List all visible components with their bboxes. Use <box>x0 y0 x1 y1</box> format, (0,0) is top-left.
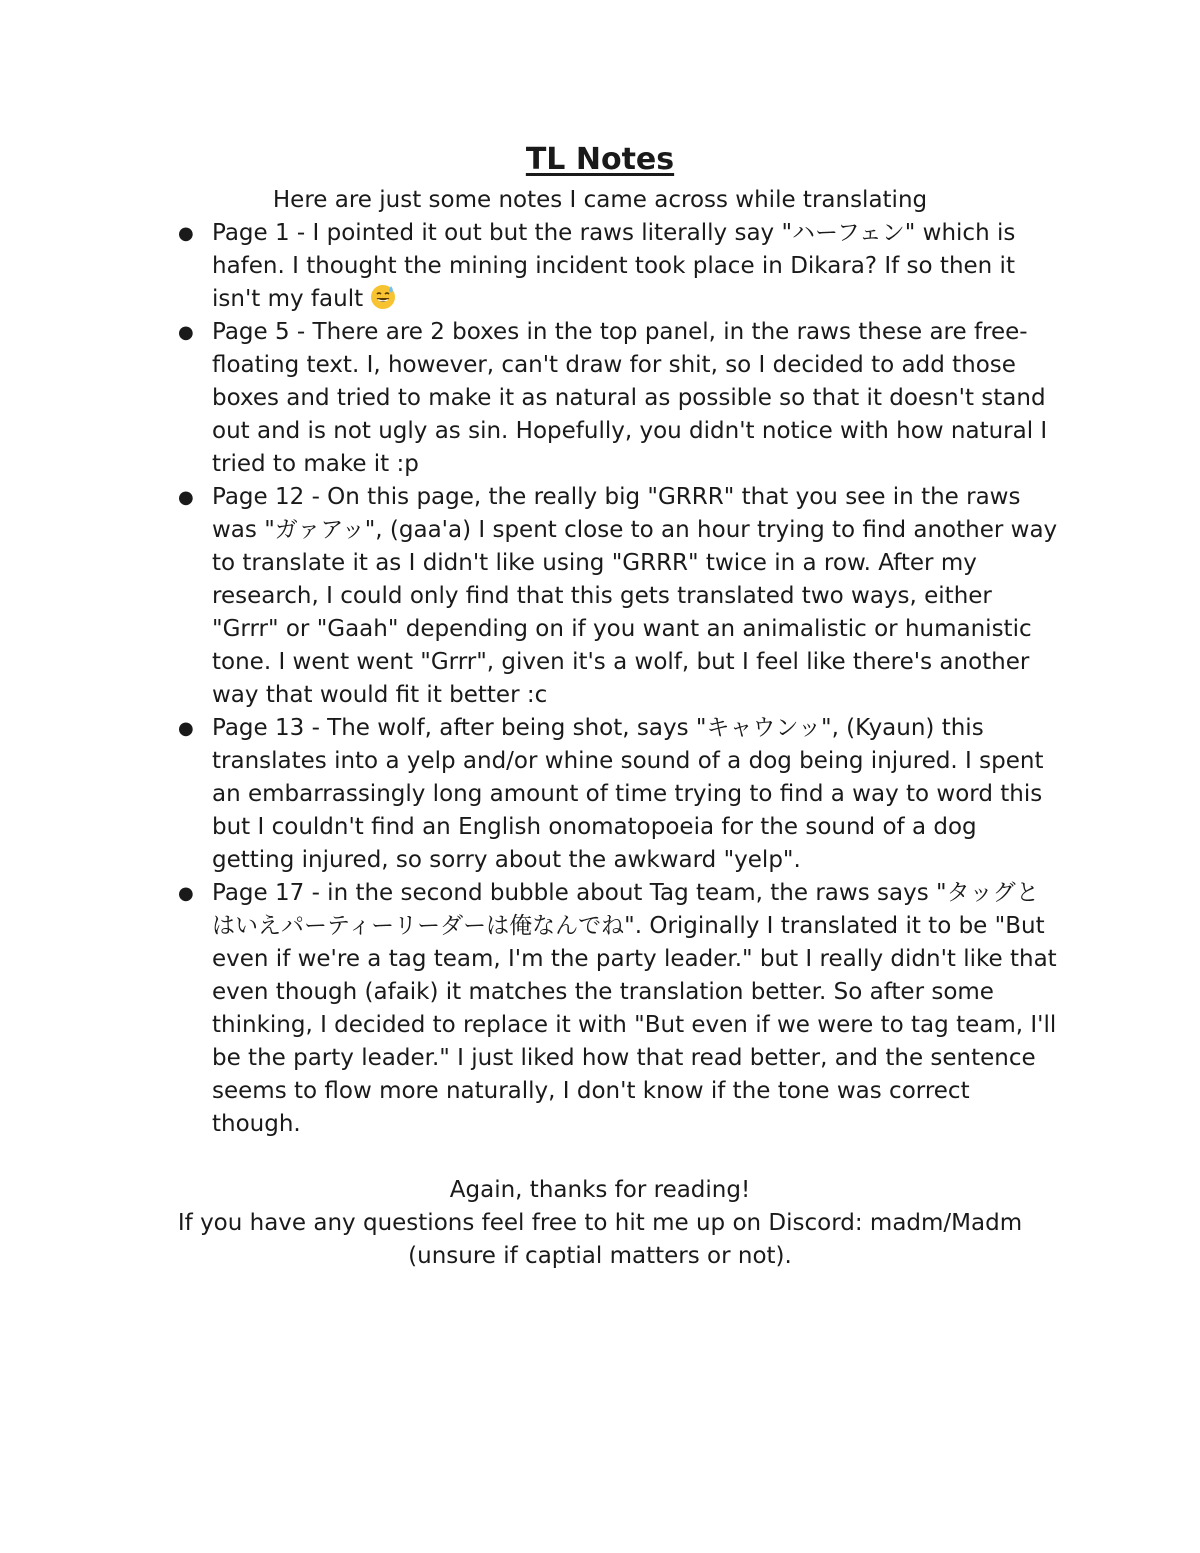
note-item-page-13 <box>172 712 1062 877</box>
note-text: Page 13 - The wolf, after being shot, says "キャウンッ", (Kyaun) this translates into a yelp and/or whine sound of a dog being injured. I spent an embarrassingly long amount of time trying to find a way to word this but I couldn't find an English onomatopoeia for the sound of a dog getting injured, so sorry about the awkward "yelp". <box>212 715 1044 873</box>
note-text: Page 5 - There are 2 boxes in the top panel, in the raws these are free-floating text. I, however, can't draw for shit, so I decided to add those boxes and tried to make it as natural as possible so that it doesn't stand out and is not ugly as sin. Hopefully, you didn't notice with how natural I tried to make it :p <box>212 319 1048 477</box>
bullet-icon: ● <box>178 718 194 739</box>
note-item-page-17 <box>172 877 1062 1141</box>
note-text: Page 12 - On this page, the really big "GRRR" that you see in the raws was "ガァアッ", (gaa'a) I spent close to an hour trying to find another way to translate it as I didn't like using "GRRR" twice in a row. After my research, I could only find that this gets translated two ways, either "Grrr" or "Gaah" depending on if you want an animalistic or humanistic tone. I went went "Grrr", given it's a wolf, but I feel like there's another way that would fit it better :c <box>212 484 1058 708</box>
bullet-icon: ● <box>178 487 194 508</box>
grinning-sweat-icon <box>370 284 396 310</box>
note-item-page-5 <box>172 316 1062 481</box>
bullet-icon: ● <box>178 322 194 343</box>
closing-message <box>0 1174 1200 1273</box>
closing-note: (unsure if captial matters or not). <box>408 1243 792 1269</box>
bullet-icon: ● <box>178 223 194 244</box>
note-text: Page 1 - I pointed it out but the raws literally say "ハーフェン" which is hafen. I thought the mining incident took place in Dikara? If so then it isn't my fault <box>212 220 1016 312</box>
page-title: TL Notes <box>525 142 675 177</box>
bullet-icon: ● <box>178 883 194 904</box>
closing-contact: If you have any questions feel free to hit me up on Discord: madm/Madm <box>177 1210 1023 1236</box>
note-text: Page 17 - in the second bubble about Tag team, the raws says "タッグとはいえパーティーリーダーは俺なんでね". Originally I translated it to be "But even if we're a tag team, I'm the party leader." but I really didn't like that even though (afaik) it matches the translation better. So after some thinking, I decided to replace it with "But even if we were to tag team, I'll be the party leader." I just liked how that read better, and the sentence seems to flow more naturally, I don't know if the tone was correct though. <box>212 880 1057 1137</box>
notes-list <box>172 217 1062 1141</box>
closing-thanks: Again, thanks for reading! <box>449 1177 751 1203</box>
note-item-page-12 <box>172 481 1062 712</box>
page-subtitle: Here are just some notes I came across while translating <box>272 187 928 213</box>
note-item-page-1 <box>172 217 1062 316</box>
